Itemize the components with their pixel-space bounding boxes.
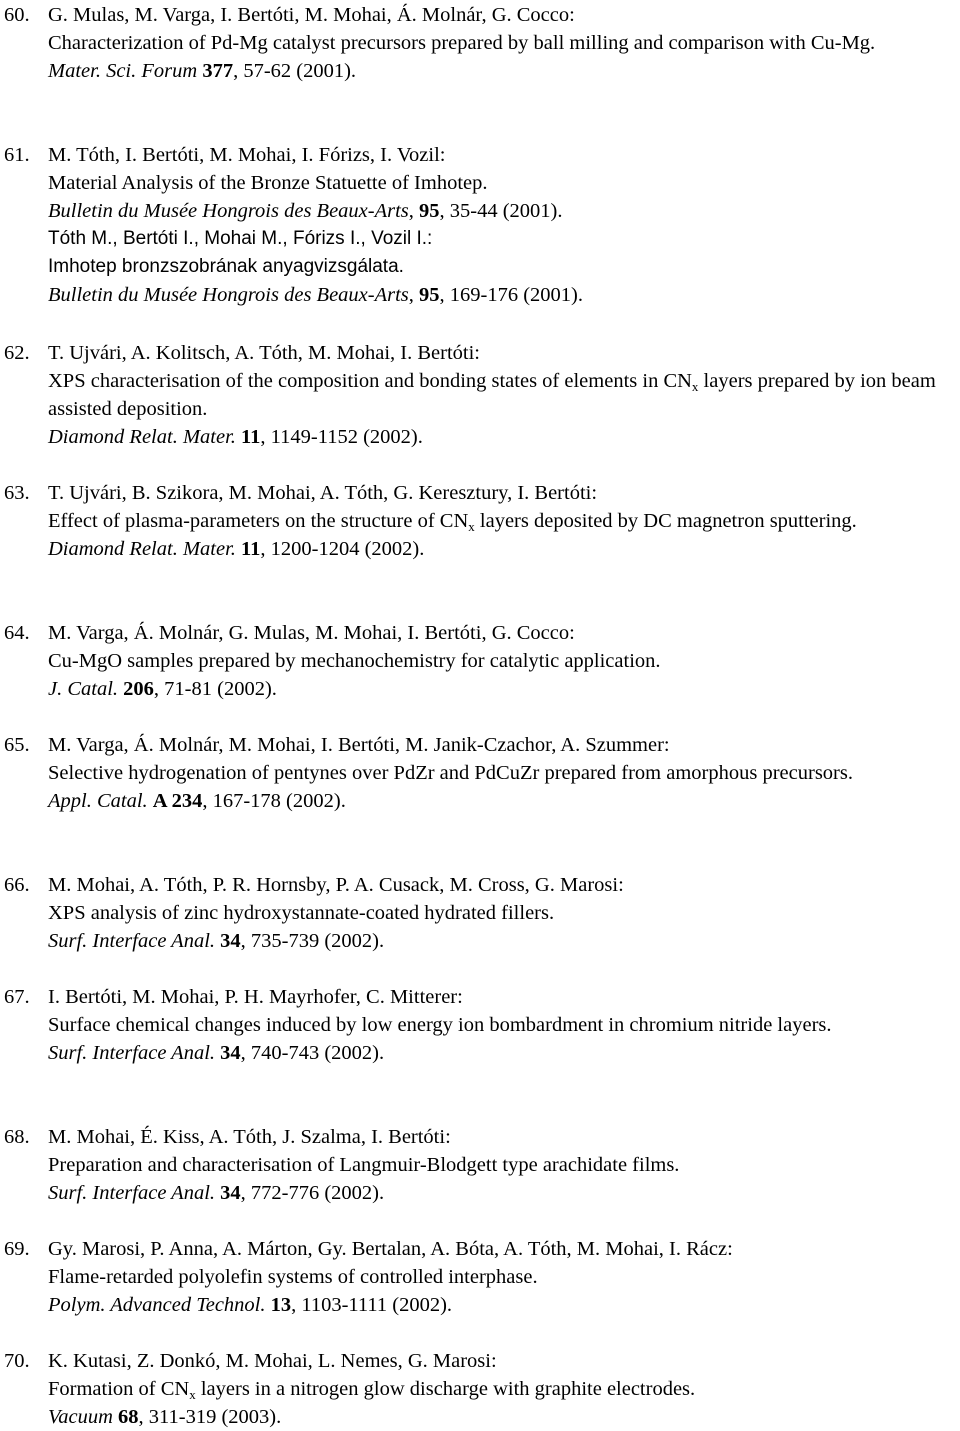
entry-citation-hungarian: Bulletin du Musée Hongrois des Beaux-Arts, 95, 169-176 (2001). bbox=[48, 284, 584, 306]
journal-pages: , 735-739 (2002). bbox=[240, 930, 385, 952]
entry-authors: M. Tóth, I. Bertóti, M. Mohai, I. Fórizs, I. Vozil: bbox=[48, 144, 446, 166]
journal-pages: , 1200-1204 (2002). bbox=[260, 538, 425, 560]
entry-authors: I. Bertóti, M. Mohai, P. H. Mayrhofer, C. Mitterer: bbox=[48, 986, 463, 1008]
journal-pages: , 35-44 (2001). bbox=[439, 200, 563, 222]
journal-name: Surf. Interface Anal. bbox=[48, 1042, 216, 1064]
entry-number: 67. bbox=[4, 986, 30, 1008]
entry-title: Selective hydrogenation of pentynes over PdZr and PdCuZr prepared from amorphous precursors. bbox=[48, 762, 853, 784]
entry-citation bbox=[48, 1179, 946, 1207]
title-subscript: x bbox=[189, 1387, 196, 1402]
journal-pages: , 311-319 (2003). bbox=[138, 1406, 282, 1428]
entry-authors: T. Ujvári, B. Szikora, M. Mohai, A. Tóth, G. Keresztury, I. Bertóti: bbox=[48, 482, 598, 504]
entry-citation bbox=[48, 675, 946, 703]
entry-authors: T. Ujvári, A. Kolitsch, A. Tóth, M. Mohai, I. Bertóti: bbox=[48, 342, 480, 364]
entry-authors: Gy. Marosi, P. Anna, A. Márton, Gy. Bertalan, A. Bóta, A. Tóth, M. Mohai, I. Rácz: bbox=[48, 1238, 733, 1260]
journal-name: J. Catal. bbox=[48, 678, 119, 700]
journal-volume: 34 bbox=[220, 1042, 241, 1064]
entry-title: Material Analysis of the Bronze Statuette of Imhotep. bbox=[48, 172, 488, 194]
journal-pages: , 57-62 (2001). bbox=[233, 60, 357, 82]
journal-pages: , 169-176 (2001). bbox=[439, 284, 584, 306]
journal-volume: 68 bbox=[118, 1406, 139, 1428]
journal-pages: , 167-178 (2002). bbox=[202, 790, 346, 812]
entry-number: 69. bbox=[4, 1238, 30, 1260]
entry-number: 60. bbox=[4, 4, 30, 26]
journal-volume: 11 bbox=[241, 426, 261, 448]
entry-title: Surface chemical changes induced by low energy ion bombardment in chromium nitride layers. bbox=[48, 1014, 832, 1036]
entry-citation bbox=[48, 1403, 946, 1431]
journal-name: Bulletin du Musée Hongrois des Beaux-Arts bbox=[48, 200, 409, 222]
journal-name: Vacuum bbox=[48, 1406, 113, 1428]
journal-name: Diamond Relat. Mater. bbox=[48, 426, 236, 448]
journal-name: Polym. Advanced Technol. bbox=[48, 1294, 266, 1316]
entry-citation bbox=[48, 57, 946, 85]
journal-volume: A 234 bbox=[152, 790, 203, 812]
entry-number: 66. bbox=[4, 874, 30, 896]
entry-title bbox=[48, 507, 946, 535]
journal-name: Surf. Interface Anal. bbox=[48, 1182, 216, 1204]
entry-authors-hungarian: Tóth M., Bertóti I., Mohai M., Fórizs I., Vozil I.: bbox=[48, 228, 433, 249]
journal-volume: 34 bbox=[220, 930, 241, 952]
journal-name: Mater. Sci. Forum bbox=[48, 60, 198, 82]
title-subscript: x bbox=[468, 519, 475, 534]
entry-title: Preparation and characterisation of Langmuir-Blodgett type arachidate films. bbox=[48, 1154, 680, 1176]
title-text: Formation of CN bbox=[48, 1378, 190, 1400]
title-text: layers deposited by DC magnetron sputtering. bbox=[474, 510, 857, 532]
entry-number: 63. bbox=[4, 482, 30, 504]
journal-name: Bulletin du Musée Hongrois des Beaux-Arts bbox=[48, 284, 409, 306]
entry-citation bbox=[48, 535, 946, 563]
entry-citation: Bulletin du Musée Hongrois des Beaux-Arts, 95, 35-44 (2001). bbox=[48, 200, 563, 222]
entry-citation bbox=[48, 1291, 946, 1319]
journal-pages: , 1103-1111 (2002). bbox=[291, 1294, 453, 1316]
entry-citation bbox=[48, 423, 946, 451]
title-text: Effect of plasma-parameters on the structure of CN bbox=[48, 510, 469, 532]
entry-title: Cu-MgO samples prepared by mechanochemistry for catalytic application. bbox=[48, 650, 661, 672]
entry-citation bbox=[48, 787, 946, 815]
journal-pages: , 772-776 (2002). bbox=[240, 1182, 385, 1204]
entry-title-hungarian: Imhotep bronzszobrának anyagvizsgálata. bbox=[48, 256, 404, 277]
entry-title: XPS analysis of zinc hydroxystannate-coated hydrated fillers. bbox=[48, 902, 555, 924]
entry-number: 61. bbox=[4, 144, 30, 166]
entry-title bbox=[48, 1375, 946, 1403]
entry-authors: K. Kutasi, Z. Donkó, M. Mohai, L. Nemes, G. Marosi: bbox=[48, 1350, 497, 1372]
journal-pages: , 1149-1152 (2002). bbox=[260, 426, 423, 448]
entry-title: Characterization of Pd-Mg catalyst precursors prepared by ball milling and comparison with Cu-Mg. bbox=[48, 32, 876, 54]
title-text: layers in a nitrogen glow discharge with graphite electrodes. bbox=[195, 1378, 696, 1400]
entry-citation bbox=[48, 927, 946, 955]
journal-volume: 95 bbox=[419, 200, 440, 222]
journal-volume: 13 bbox=[270, 1294, 292, 1316]
journal-volume: 34 bbox=[220, 1182, 241, 1204]
entry-number: 70. bbox=[4, 1350, 30, 1372]
entry-authors: M. Mohai, A. Tóth, P. R. Hornsby, P. A. Cusack, M. Cross, G. Marosi: bbox=[48, 874, 624, 896]
entry-number: 65. bbox=[4, 734, 30, 756]
entry-authors: M. Mohai, É. Kiss, A. Tóth, J. Szalma, I. Bertóti: bbox=[48, 1126, 451, 1148]
entry-number: 64. bbox=[4, 622, 30, 644]
entry-authors: G. Mulas, M. Varga, I. Bertóti, M. Mohai, Á. Molnár, G. Cocco: bbox=[48, 4, 575, 26]
title-text: layers prepared by ion beam assisted deposition. bbox=[48, 370, 936, 420]
journal-volume: 206 bbox=[123, 678, 154, 700]
entry-authors: M. Varga, Á. Molnár, M. Mohai, I. Bertóti, M. Janik-Czachor, A. Szummer: bbox=[48, 734, 670, 756]
journal-name: Surf. Interface Anal. bbox=[48, 930, 216, 952]
journal-pages: , 740-743 (2002). bbox=[240, 1042, 385, 1064]
entry-number: 62. bbox=[4, 342, 30, 364]
entry-citation bbox=[48, 1039, 946, 1067]
journal-name: Appl. Catal. bbox=[48, 790, 148, 812]
entry-number: 68. bbox=[4, 1126, 30, 1148]
entry-title: Flame-retarded polyolefin systems of controlled interphase. bbox=[48, 1266, 538, 1288]
journal-volume: 95 bbox=[419, 284, 440, 306]
entry-title bbox=[48, 367, 946, 423]
journal-name: Diamond Relat. Mater. bbox=[48, 538, 236, 560]
title-text: XPS characterisation of the composition and bonding states of elements in CN bbox=[48, 370, 692, 392]
title-subscript: x bbox=[691, 379, 699, 394]
journal-volume: 377 bbox=[202, 60, 234, 82]
journal-volume: 11 bbox=[241, 538, 261, 560]
journal-pages: , 71-81 (2002). bbox=[153, 678, 277, 700]
entry-authors: M. Varga, Á. Molnár, G. Mulas, M. Mohai, I. Bertóti, G. Cocco: bbox=[48, 622, 575, 644]
